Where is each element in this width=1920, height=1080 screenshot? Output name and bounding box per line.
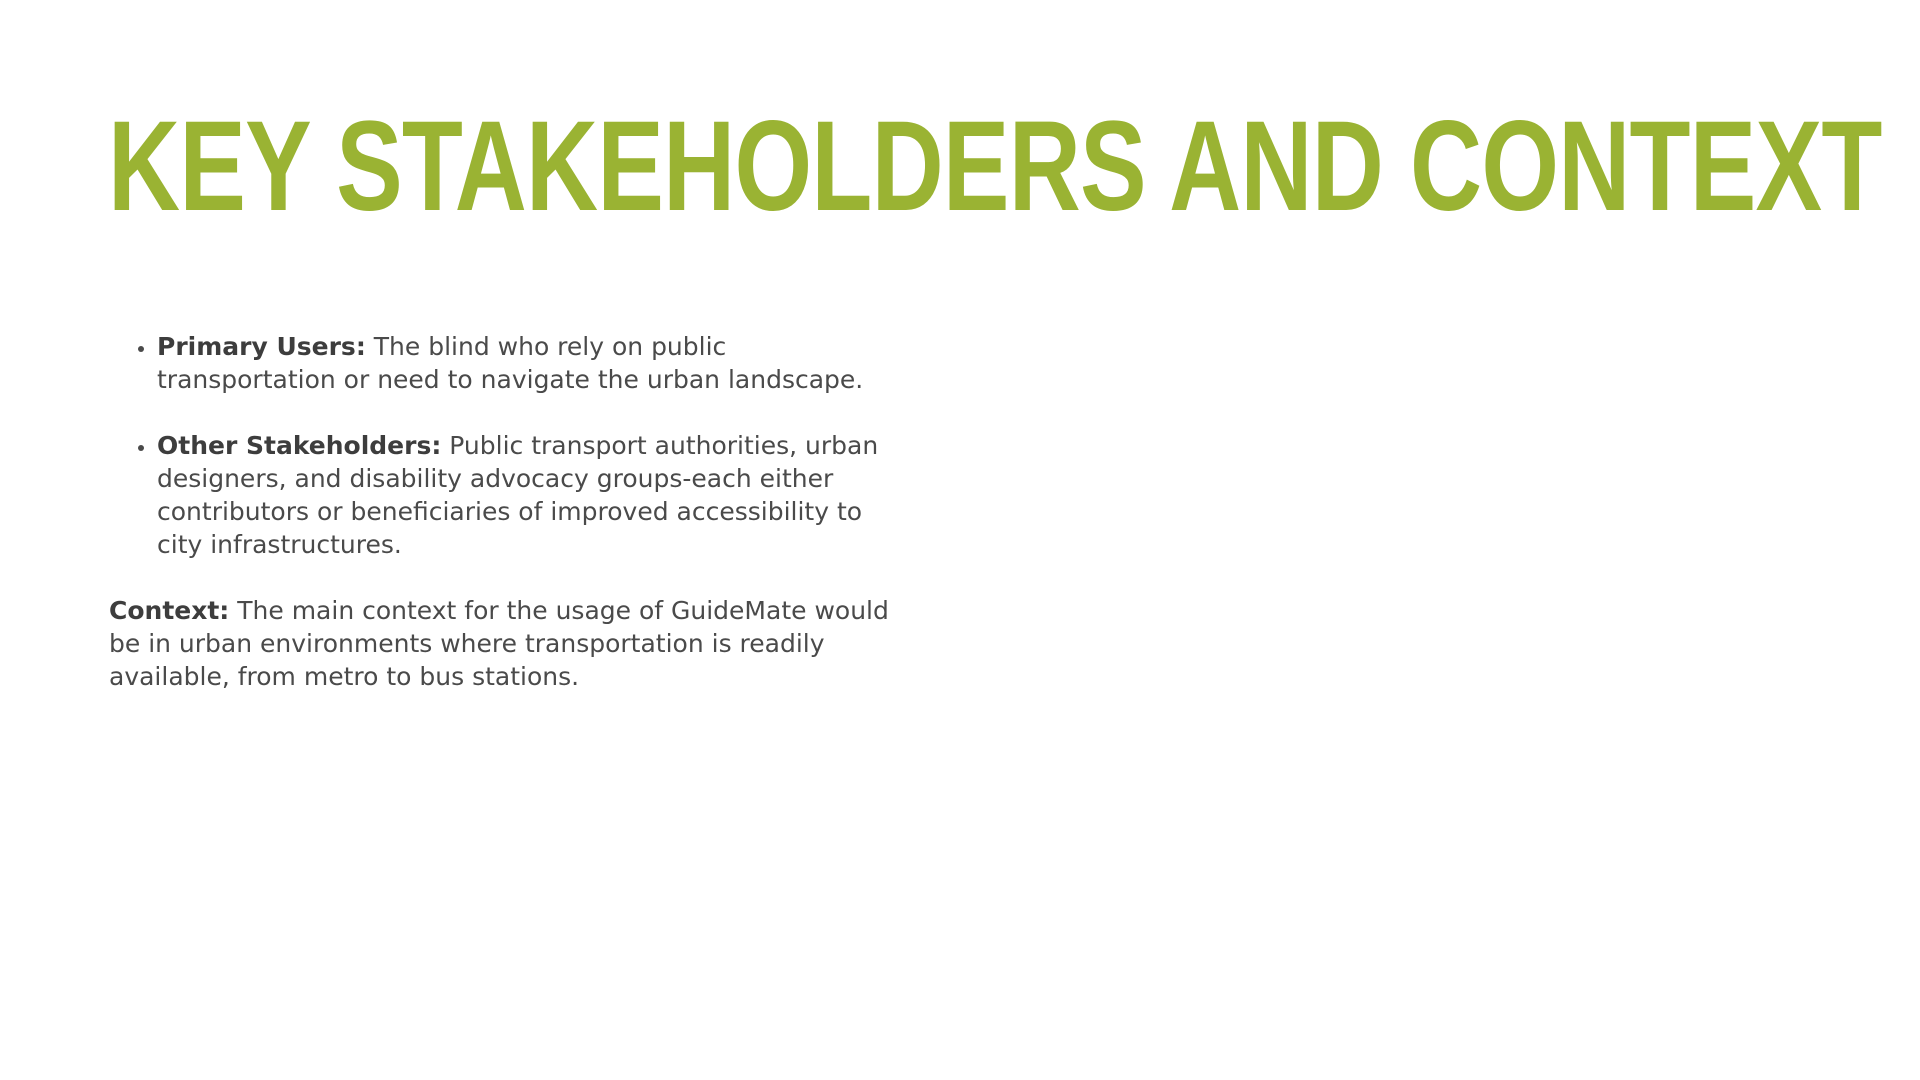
bullet-lead: Primary Users: <box>157 332 366 361</box>
list-item-other-stakeholders <box>157 429 909 561</box>
list-item-primary-users <box>157 330 909 396</box>
context-text: The main context for the usage of GuideMate would be in urban environments where transportation is readily available, from metro to bus stations. <box>109 596 889 691</box>
bullet-text: Public transport authorities, urban designers, and disability advocacy groups-each either contributors or beneficiaries of improved accessibility to city infrastructures. <box>157 431 879 559</box>
context-paragraph <box>109 594 909 693</box>
bullet-text: The blind who rely on public transportation or need to navigate the urban landscape. <box>157 332 864 394</box>
bullet-lead: Other Stakeholders: <box>157 431 442 460</box>
slide-title: KEY STAKEHOLDERS AND CONTEXT <box>108 95 1882 238</box>
slide-body <box>109 330 909 693</box>
stakeholder-list <box>109 330 909 561</box>
context-lead: Context: <box>109 596 230 625</box>
